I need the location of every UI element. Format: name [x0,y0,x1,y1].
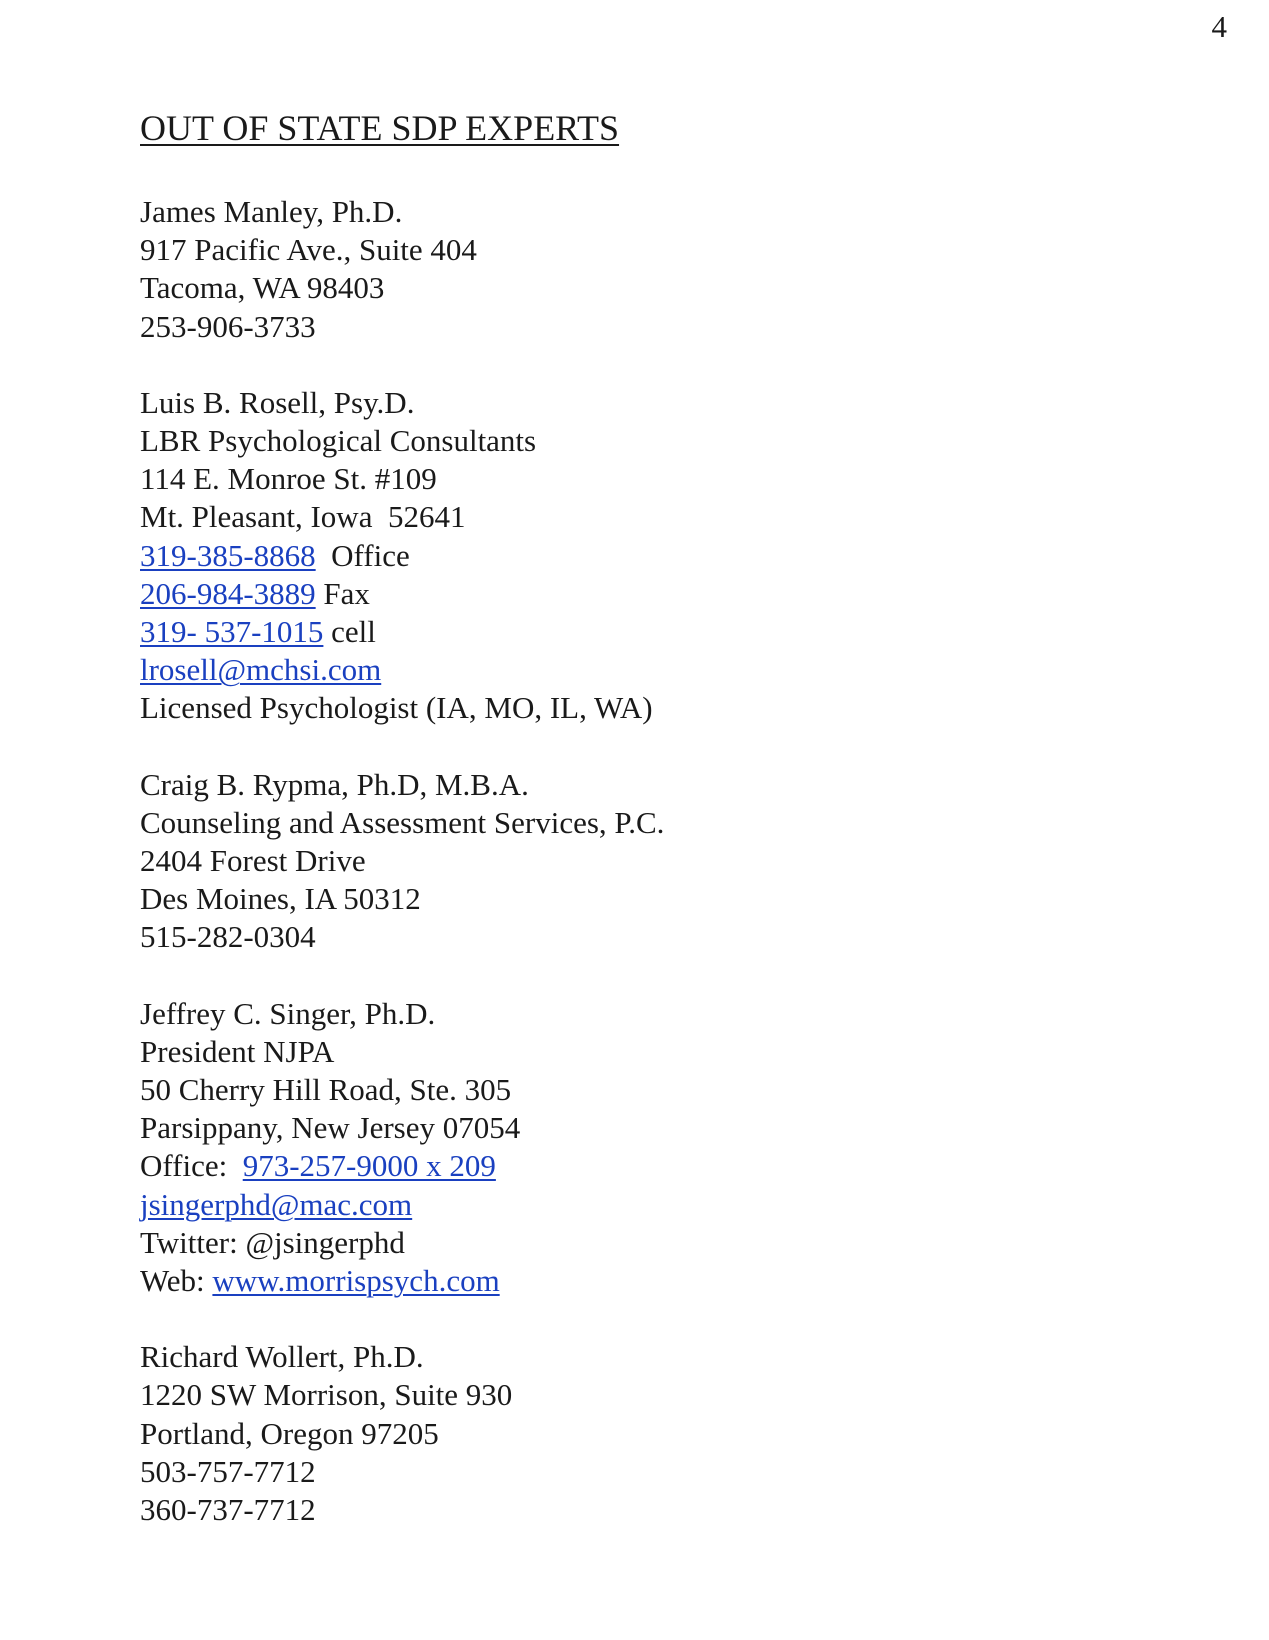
phone-number: 253-906-3733 [140,308,316,344]
city-state-zip: Des Moines, IA 50312 [140,881,421,917]
title: President NJPA [140,1033,335,1069]
email-line [140,1186,1190,1224]
cell-link[interactable]: 319- 537-1015 [140,614,324,650]
expert-entry-manley [140,193,1190,346]
expert-name: Luis B. Rosell, Psy.D. [140,384,415,420]
expert-name: Jeffrey C. Singer, Ph.D. [140,995,436,1031]
organization: Counseling and Assessment Services, P.C. [140,804,665,840]
expert-entry-rosell [140,384,1190,728]
email-line [140,651,1190,689]
page-title: OUT OF STATE SDP EXPERTS [140,108,620,148]
fax-label: Fax [323,575,370,611]
twitter-handle: Twitter: @jsingerphd [140,1224,405,1260]
email-link[interactable]: jsingerphd@mac.com [140,1186,413,1222]
expert-entry-wollert [140,1338,1190,1529]
expert-name: James Manley, Ph.D. [140,194,403,229]
phone-number: 515-282-0304 [140,919,316,955]
office-phone-line [140,1147,1190,1185]
city-state-zip: Parsippany, New Jersey 07054 [140,1110,521,1146]
office-phone-line [140,537,1190,575]
phone-number-secondary: 360-737-7712 [140,1492,316,1528]
office-phone-link[interactable]: 319-385-8868 [140,537,316,573]
city-state-zip: Tacoma, WA 98403 [140,270,385,306]
web-label: Web: [140,1263,205,1299]
cell-line [140,613,1190,651]
office-label: Office: [140,1148,228,1184]
fax-link[interactable]: 206-984-3889 [140,575,316,611]
office-label: Office [331,537,410,573]
cell-label: cell [331,614,376,650]
street-address: 114 E. Monroe St. #109 [140,461,437,497]
street-address: 2404 Forest Drive [140,843,366,879]
organization: LBR Psychological Consultants [140,423,537,459]
fax-line [140,575,1190,613]
city-state-zip: Portland, Oregon 97205 [140,1415,439,1451]
expert-name: Craig B. Rypma, Ph.D, M.B.A. [140,766,529,802]
expert-entry-rypma [140,766,1190,957]
street-address: 1220 SW Morrison, Suite 930 [140,1377,513,1413]
street-address: 917 Pacific Ave., Suite 404 [140,232,477,268]
phone-number: 503-757-7712 [140,1453,316,1489]
web-line [140,1262,1190,1300]
office-phone-link[interactable]: 973-257-9000 x 209 [242,1148,496,1184]
city-state-zip: Mt. Pleasant, Iowa 52641 [140,499,466,535]
street-address: 50 Cherry Hill Road, Ste. 305 [140,1072,512,1108]
license-text: Licensed Psychologist (IA, MO, IL, WA) [140,690,653,726]
expert-entry-singer [140,995,1190,1301]
page-number: 4 [1211,9,1227,44]
email-link[interactable]: lrosell@mchsi.com [140,652,382,688]
expert-list [140,193,1190,1567]
expert-name: Richard Wollert, Ph.D. [140,1339,424,1375]
web-link[interactable]: www.morrispsych.com [212,1263,500,1299]
